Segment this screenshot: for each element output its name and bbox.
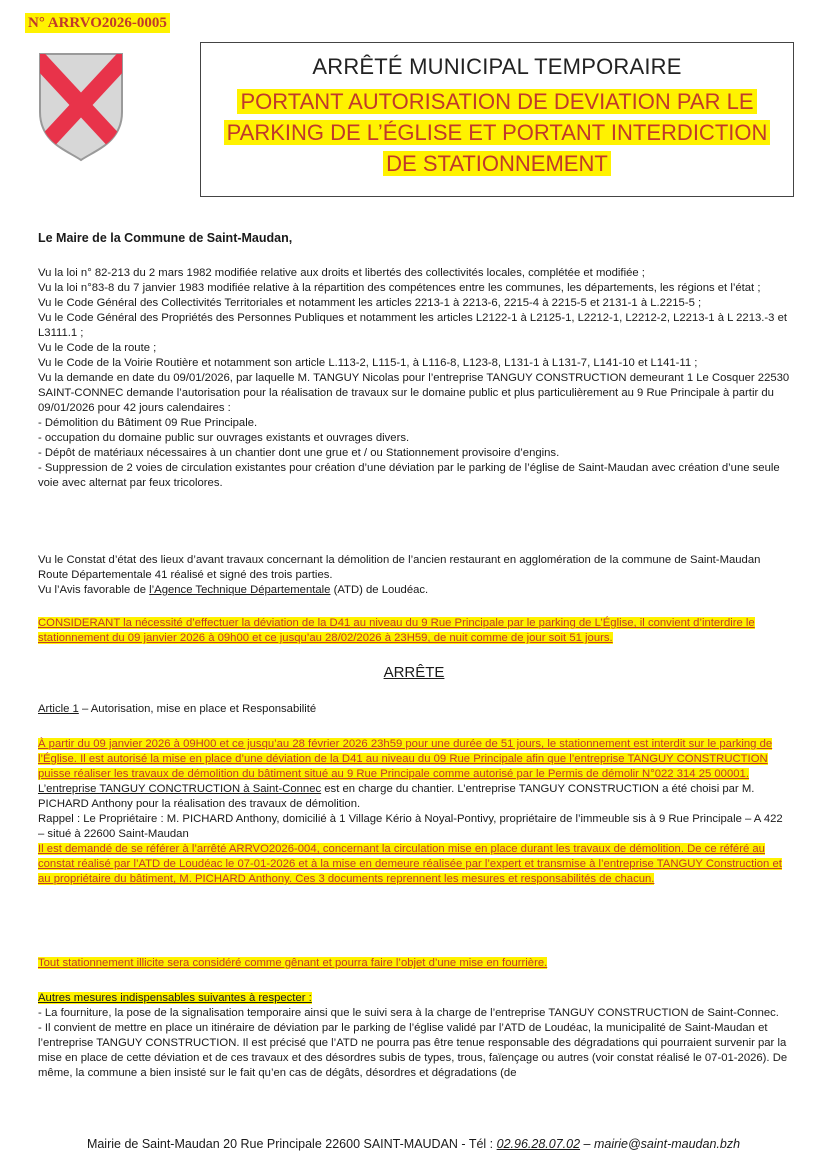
document-reference: N° ARRVO2026-0005 (25, 13, 170, 33)
work-item: - occupation du domaine public sur ouvrages existants et ouvrages divers. (38, 432, 410, 444)
company-text: est en charge du chantier. L’entreprise TANGUY CONSTRUCTION a été choisi par M. PICHARD Anthony pour la réalisation des travaux de démolition. (38, 783, 755, 810)
article-1-label: Article 1 (38, 703, 79, 715)
rappel-text: Rappel : Le Propriétaire : M. PICHARD Anthony, domicilié à 1 Village Kério à Noyal-Pontivy, propriétaire de l’immeuble sis à 9 Rue Principale – A 422 – situé à 22600 Saint-Maudan (38, 813, 783, 840)
visa-item: Vu le Code de la Voirie Routière et notamment son article L.113-2, L115-1, à L116-8, L123-8, L131-1 à L131-7, L141-10 et L141-11 ; (38, 357, 698, 369)
subtitle-line: PORTANT AUTORISATION DE DEVIATION PAR LE (237, 89, 756, 114)
footer-separator: – (580, 1137, 594, 1151)
work-item: - Dépôt de matériaux nécessaires à un chantier dont une grue et / ou Stationnement provisoire d’engins. (38, 447, 560, 459)
company-link[interactable]: L’entreprise TANGUY CONCTRUCTION à Saint-Connec (38, 783, 322, 795)
visa-item: Vu la loi n°83-8 du 7 janvier 1983 modifiée relative à la répartition des compétences entre les communes, les départements, les régions et l’état ; (38, 282, 761, 294)
subtitle-line: DE STATIONNEMENT (383, 151, 611, 176)
work-item: - Suppression de 2 voies de circulation existantes pour création d’une déviation par le parking de l’église de Saint-Maudan avec création d’une seule voie avec alternat par feux tricolores. (38, 462, 780, 489)
visa-item: Vu le Code de la route ; (38, 342, 157, 354)
coat-of-arms-icon (36, 50, 126, 162)
page-footer (0, 1137, 827, 1151)
title-box (200, 42, 794, 197)
other-measures (38, 991, 790, 1081)
other-measures-title: Autres mesures indispensables suivantes à respecter : (38, 992, 312, 1004)
refer-text: Il est demandé de se référer à l’arrêté ARRVO2026-004, concernant la circulation mise en place durant les travaux de démolition. De ce référé au constat réalisé par l’ATD de Loudéac le 07-01-2026 et à la mise en demeure réalisée par l’expert et transmise à l’entreprise TANGUY Construction et au propriétaire du bâtiment, M. PICHARD Anthony. Ces 3 documents reprennent les mesures et responsabilités de chacun. (38, 843, 782, 885)
constat-text: Vu le Constat d’état des lieux d’avant travaux concernant la démolition de l’ancien restaurant en agglomération de la commune de Saint-Maudan Route Départementale 41 réalisé et signé des trois parties. (38, 554, 761, 581)
constat-section (38, 553, 790, 598)
footer-email-link[interactable]: mairie@saint-maudan.bzh (593, 1137, 741, 1151)
article-1-heading (38, 702, 790, 717)
page-subtitle (201, 86, 793, 179)
article-1-title: – Autorisation, mise en place et Responsabilité (78, 703, 317, 715)
work-item: - Démolition du Bâtiment 09 Rue Principale. (38, 417, 258, 429)
interdiction-text: À partir du 09 janvier 2026 à 09H00 et ce jusqu’au 28 février 2026 23h59 pour une durée de 51 jours, le stationnement est interdit sur le parking de l’Église. Il est autorisé la mise en place d’une déviation de la D41 au niveau du 09 Rue Principale afin que l’entreprise TANGUY CONSTRUCTION puisse réaliser les travaux de démolition du bâtiment situé au 9 Rue Principale comme autorisé par le Permis de démolir N°022 314 25 00001. (38, 738, 773, 780)
measure-item: - Il convient de mettre en place un itinéraire de déviation par le parking de l’église validé par l’ATD de Loudéac, la municipalité de Saint-Maudan et l’entreprise TANGUY CONSTRUCTION. Il est précisé que l’ATD ne pourra pas être tenue responsable des dégradations qui pourraient survenir par la mise en place de cette déviation et de ces travaux et des désordres subis de types, trous, faïençage ou autres (voir constat réalisé le 07-01-2026). De même, la commune a bien insisté sur le fait qu’en cas de dégâts, désordres et dégradations (de (38, 1022, 788, 1079)
visa-item: Vu le Code Général des Propriétés des Personnes Publiques et notamment les articles L2122-1 à L2125-1, L2212-1, L2212-2, L2213-1 à L 2213.-3 et L3111.1 ; (38, 312, 788, 339)
measure-item: - La fourniture, la pose de la signalisation temporaire ainsi que le suivi sera à la charge de l’entreprise TANGUY CONSTRUCTION de Saint-Connec. (38, 1007, 779, 1019)
avis-text (38, 583, 790, 598)
footer-address: Mairie de Saint-Maudan 20 Rue Principale 22600 SAINT-MAUDAN - Tél : (86, 1137, 497, 1151)
visa-item: Vu le Code Général des Collectivités Territoriales et notamment les articles 2213-1 à 2213-6, 2215-4 à 2215-5 et 2131-1 à L.2215-5 ; (38, 297, 702, 309)
visa-item: Vu la loi n° 82-213 du 2 mars 1982 modifiée relative aux droits et libertés des collectivités locales, complétée et modifiée ; (38, 267, 645, 279)
avis-suffix: (ATD) de Loudéac. (330, 584, 429, 596)
subtitle-line: PARKING DE L’ÉGLISE ET PORTANT INTERDICTION (224, 120, 771, 145)
considerant-text: CONSIDERANT la nécessité d’effectuer la déviation de la D41 au niveau du 9 Rue Principale par le parking de L’Église, il convient d’interdire le stationnement du 09 janvier 2026 à 09h00 et ce jusqu’au 28/02/2026 à 23H59, de nuit comme de jour soit 51 jours. (38, 617, 755, 644)
atd-link[interactable]: l’Agence Technique Départementale (149, 584, 331, 596)
visa-item: Vu la demande en date du 09/01/2026, par laquelle M. TANGUY Nicolas pour l’entreprise TANGUY CONSTRUCTION demeurant 1 Le Cosquer 22530 SAINT-CONNEC demande l’autorisation pour la réalisation de travaux sur le domaine public et plus particulièrement au 9 Rue Principale à partir du 09/01/2026 pour 42 jours calendaires : (38, 372, 790, 414)
arrete-heading: ARRÊTE (383, 664, 445, 681)
mayor-line: Le Maire de la Commune de Saint-Maudan, (38, 231, 293, 245)
avis-prefix: Vu l’Avis favorable de (38, 584, 150, 596)
visas-section (38, 266, 790, 491)
footer-phone[interactable]: 02.96.28.07.02 (496, 1137, 581, 1151)
page-title: ARRÊTÉ MUNICIPAL TEMPORAIRE (312, 54, 682, 79)
considerant (38, 616, 790, 646)
illicite (38, 956, 790, 971)
article-1-body (38, 737, 790, 887)
illicite-text: Tout stationnement illicite sera considéré comme gênant et pourra faire l’objet d’une mise en fourrière. (38, 957, 548, 969)
